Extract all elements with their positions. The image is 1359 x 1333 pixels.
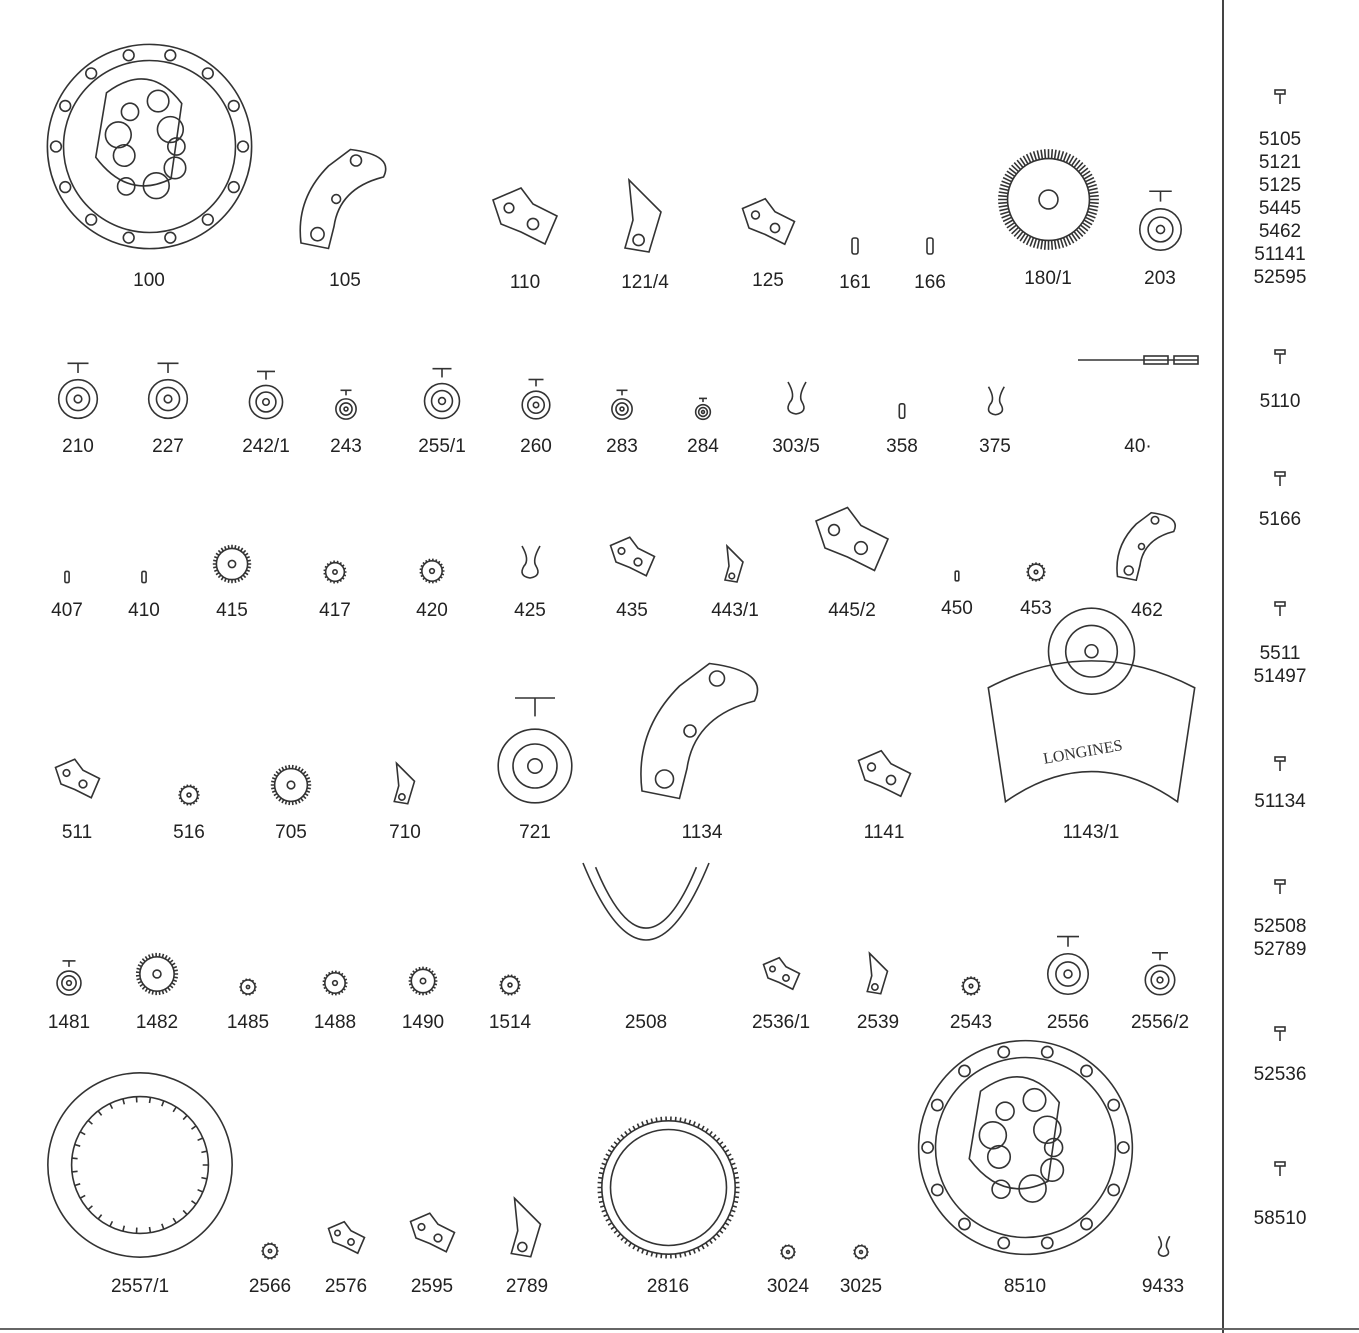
part-number: 3025 <box>839 1276 883 1297</box>
part-drawing-plate <box>913 1035 1138 1260</box>
part-number: 2539 <box>856 1012 900 1033</box>
part-drawing-gear <box>419 558 445 584</box>
part-number: 420 <box>416 600 448 621</box>
part-number: 1514 <box>488 1012 532 1033</box>
part-number: 415 <box>216 600 248 621</box>
part-drawing-gear <box>322 970 348 996</box>
part-number: 417 <box>319 600 351 621</box>
part-number: 443/1 <box>711 600 759 621</box>
screw-number: 52508 <box>1253 916 1307 937</box>
part-drawing-gear <box>239 978 257 996</box>
part-number: 2789 <box>505 1276 549 1297</box>
part-drawing-gear <box>323 560 347 584</box>
part-drawing-wheel <box>611 398 633 420</box>
part-drawing-bridge <box>627 656 777 806</box>
screw-number-list <box>1224 1207 1336 1230</box>
part-number: 121/4 <box>621 272 669 293</box>
part-drawing-lever <box>405 1205 460 1260</box>
part-number: 303/5 <box>772 436 820 457</box>
part-number: 2543 <box>949 1012 993 1033</box>
part-drawing-wheel <box>521 390 551 420</box>
part-number: 516 <box>173 822 205 843</box>
part-number: 1482 <box>135 1012 179 1033</box>
part-number: 462 <box>1131 600 1163 621</box>
screw-number: 5105 <box>1258 129 1302 150</box>
part-drawing-pin <box>893 402 911 420</box>
part-drawing-pin <box>951 570 963 582</box>
screw-number: 51497 <box>1253 666 1307 687</box>
part-number: 284 <box>687 436 719 457</box>
part-drawing-arm <box>856 951 901 996</box>
part-number: 358 <box>886 436 918 457</box>
part-drawing-arm <box>605 176 685 256</box>
part-drawing-gear <box>408 966 438 996</box>
part-drawing-plate <box>42 39 257 254</box>
screw-number: 5511 <box>1259 643 1301 664</box>
screw-number: 5110 <box>1259 391 1301 412</box>
part-drawing-gear <box>961 976 981 996</box>
screw-number: 5445 <box>1258 198 1302 219</box>
screw-number-list <box>1224 915 1336 961</box>
part-number: 1481 <box>47 1012 91 1033</box>
part-drawing-pin <box>137 570 151 584</box>
part-number: 375 <box>979 436 1011 457</box>
part-number: 1141 <box>863 822 905 843</box>
part-drawing-pin <box>920 236 940 256</box>
part-number: 2508 <box>624 1012 668 1033</box>
part-drawing-gear <box>135 952 179 996</box>
screw-number: 52789 <box>1253 939 1307 960</box>
screw-number-list <box>1224 790 1336 813</box>
part-drawing-lever <box>852 741 917 806</box>
part-number: 2816 <box>646 1276 690 1297</box>
part-drawing-gear <box>270 764 312 806</box>
part-number: 705 <box>275 822 307 843</box>
part-drawing-wheel <box>1138 207 1183 252</box>
part-drawing-gear <box>996 147 1101 252</box>
screw-number: 51141 <box>1254 244 1306 265</box>
part-number: 2557/1 <box>110 1276 170 1297</box>
part-number: 710 <box>389 822 421 843</box>
part-number: 1143/1 <box>1062 822 1120 843</box>
part-number: 450 <box>941 598 973 619</box>
part-number: 180/1 <box>1024 268 1072 289</box>
part-drawing-arm <box>383 761 428 806</box>
part-drawing-wheel <box>56 970 82 996</box>
part-number: 125 <box>752 270 784 291</box>
part-number: 511 <box>61 822 93 843</box>
part-number: 2576 <box>324 1276 368 1297</box>
part-drawing-wheel <box>695 404 711 420</box>
part-number: 8510 <box>1003 1276 1047 1297</box>
part-drawing-bridge <box>1110 509 1185 584</box>
part-drawing-stem <box>1078 300 1198 420</box>
part-drawing-spring <box>978 385 1013 420</box>
part-drawing-lever <box>324 1215 369 1260</box>
part-drawing-pin <box>845 236 865 256</box>
part-drawing-wheel <box>423 382 461 420</box>
part-number: 453 <box>1020 598 1052 619</box>
part-number: 2536/1 <box>751 1012 811 1033</box>
part-number: 166 <box>914 272 946 293</box>
part-drawing-gear <box>212 544 252 584</box>
part-number: 1134 <box>681 822 723 843</box>
part-drawing-gear <box>1026 562 1046 582</box>
screw-number: 5462 <box>1258 221 1302 242</box>
part-drawing-gear <box>178 784 200 806</box>
part-number: 40· <box>1124 436 1152 457</box>
part-number: 105 <box>329 270 361 291</box>
screw-number-list <box>1224 508 1336 531</box>
part-drawing-ringnum <box>45 1070 235 1260</box>
screw-number: 52536 <box>1253 1064 1307 1085</box>
part-drawing-gearring <box>596 1115 741 1260</box>
part-drawing-lever <box>50 751 105 806</box>
part-drawing-wheel <box>147 378 189 420</box>
part-number: 2556/2 <box>1130 1012 1190 1033</box>
part-number: 203 <box>1144 268 1176 289</box>
part-drawing-spring <box>510 544 550 584</box>
screw-number: 5166 <box>1258 509 1302 530</box>
part-number: 1488 <box>313 1012 357 1033</box>
screw-number-list <box>1224 390 1336 413</box>
part-number: 9433 <box>1141 1276 1185 1297</box>
part-number: 100 <box>133 270 165 291</box>
part-number: 445/2 <box>828 600 876 621</box>
part-number: 260 <box>520 436 552 457</box>
part-number: 210 <box>62 436 94 457</box>
part-drawing-gear <box>853 1244 869 1260</box>
part-drawing-rotor <box>984 591 1199 806</box>
part-number: 242/1 <box>242 436 290 457</box>
screw-number: 52595 <box>1253 267 1307 288</box>
part-drawing-bridge <box>290 144 400 254</box>
part-drawing-spring <box>1151 1235 1176 1260</box>
part-number: 227 <box>152 436 184 457</box>
part-number: 243 <box>330 436 362 457</box>
part-number: 2556 <box>1046 1012 1090 1033</box>
part-drawing-lever <box>736 189 801 254</box>
part-drawing-arm <box>495 1195 560 1260</box>
screw-number-list <box>1224 642 1336 688</box>
part-number: 255/1 <box>418 436 466 457</box>
part-drawing-gear <box>499 974 521 996</box>
part-number: 1485 <box>226 1012 270 1033</box>
part-drawing-lever <box>485 176 565 256</box>
part-number: 283 <box>606 436 638 457</box>
part-number: 161 <box>839 272 871 293</box>
part-number: 2566 <box>248 1276 292 1297</box>
part-drawing-wheel <box>335 398 357 420</box>
part-number: 407 <box>51 600 83 621</box>
screw-number: 5125 <box>1258 175 1302 196</box>
part-drawing-gear <box>780 1244 796 1260</box>
screw-number: 5121 <box>1258 152 1302 173</box>
part-drawing-gear <box>261 1242 279 1260</box>
screw-number: 58510 <box>1253 1208 1307 1229</box>
part-number: 435 <box>616 600 648 621</box>
screw-number-list <box>1224 1063 1336 1086</box>
part-drawing-spring <box>776 380 816 420</box>
part-drawing-wheel <box>1046 952 1090 996</box>
screw-number: 51134 <box>1254 791 1306 812</box>
part-drawing-arm <box>715 544 755 584</box>
part-drawing-wheel <box>1144 964 1176 996</box>
part-drawing-pin <box>60 570 74 584</box>
part-number: 3024 <box>766 1276 810 1297</box>
part-number: 1490 <box>401 1012 445 1033</box>
part-number: 425 <box>514 600 546 621</box>
rotor-brand-text: LONGINES <box>1042 737 1124 768</box>
bottom-rule <box>0 1328 1359 1330</box>
part-number: 110 <box>509 272 541 293</box>
part-drawing-lever <box>759 951 804 996</box>
part-number: 410 <box>128 600 160 621</box>
part-drawing-wheel <box>57 378 99 420</box>
part-drawing-lever <box>807 494 897 584</box>
part-drawing-ring <box>576 856 716 996</box>
part-drawing-wheel <box>248 384 284 420</box>
screw-number-list <box>1224 128 1336 289</box>
part-number: 2595 <box>410 1276 454 1297</box>
part-number: 721 <box>519 822 551 843</box>
part-drawing-wheel <box>495 726 575 806</box>
part-drawing-lever <box>605 529 660 584</box>
